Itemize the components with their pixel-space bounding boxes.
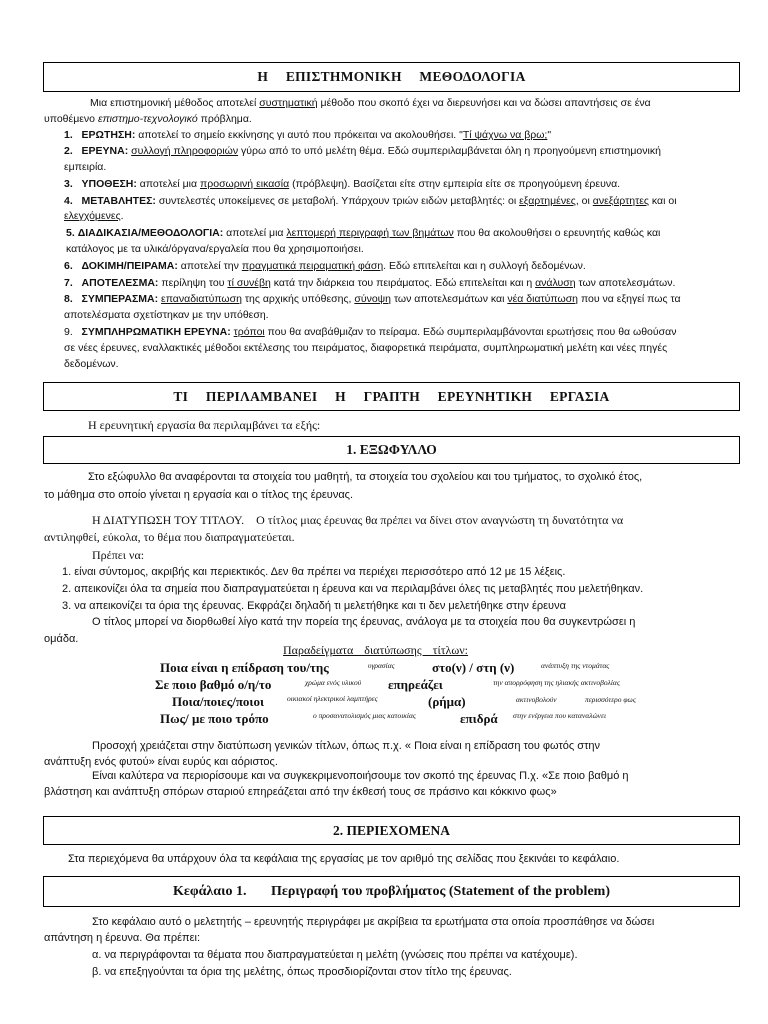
paragraph: το μάθημα στο οποίο γίνεται η εργασία και ο τίτλος της έρευνας. [44,489,354,501]
example-note: ο προσανατολισμός μιας κατοικίας [313,711,416,720]
example-note: ακτινοβολούν [516,695,557,704]
paragraph: Στο κεφάλαιο αυτό ο μελετητής – ερευνητής περιγράφει με ακρίβεια τα ερωτήματα στα οποία προσπάθησε να δώσει [92,916,655,928]
intro-line-1: Μια επιστημονική μέθοδος αποτελεί συστηματική μέθοδο που σκοπό έχει να διερευνήσει και να δώσει απαντήσεις σε ένα [90,97,651,109]
example-note: ανάπτυξη της ντομάτας [541,661,610,670]
paragraph: ανάπτυξη ενός φυτού» είναι ευρύς και αόριστος. [44,756,278,768]
paragraph: Είναι καλύτερα να περιορίσουμε και να συγκεκριμενοποιήσουμε τον σκοπό της έρευνας Π.χ. «Σε ποιο βαθμό η [92,770,629,782]
list-item-continuation: κατάλογος με τα υλικά/όργανα/εργαλεία που θα χρησιμοποιήσει. [66,243,364,255]
list-item: α. να περιγράφονται τα θέματα που διαπραγματεύεται η μελέτη (γνώσεις που πρέπει να κατέχουμε). [92,949,578,961]
list-item: 1. είναι σύντομος, ακριβής και περιεκτικός. Δεν θα πρέπει να περιέχει περισσότερο από 12 με 15 λέξεις. [62,566,566,578]
example-note: την απορρόφηση της ηλιακής ακτινοβολίας [493,678,620,687]
list-item: 4. ΜΕΤΑΒΛΗΤΕΣ: συντελεστές υποκείμενες σε μεταβολή. Υπάρχουν τριών ειδών μεταβλητές: οι εξαρτημένες, οι ανεξάρτητες και οι [64,195,677,207]
list-item-continuation: εμπειρία. [64,161,107,173]
example-text: Ποια είναι η επίδραση του/της [160,660,329,675]
section-title-contents [43,816,740,845]
example-text: επηρεάζει [388,677,443,692]
example-text: Πως/ με ποιο τρόπο [160,711,269,726]
list-item: 8. ΣΥΜΠΕΡΑΣΜΑ: επαναδιατύπωση της αρχικής υπόθεσης, σύνοψη των αποτελεσμάτων και νέα διατύπωση που να εξηγεί πως τα [64,293,681,305]
examples-title: Παραδείγματα διατύπωσης τίτλων: [283,643,469,657]
paragraph: βλάστηση και ανάπτυξη σπόρων σταριού επηρεάζεται από την έκθεσή τους σε πράσινο και κόκκινο φως» [44,786,557,798]
paragraph: απάντηση η έρευνα. Θα πρέπει: [44,932,201,944]
intro-line-2: υποθέμενο επιστημο-τεχνολογικό πρόβλημα. [44,113,252,125]
list-item-continuation: ελεγχόμενες. [64,210,124,222]
section-title-text: Η ΕΠΙΣΤΗΜΟΝΙΚΗ ΜΕΘΟΔΟΛΟΓΙΑ [257,69,526,84]
list-item-continuation: σε νέες έρευνες, εναλλακτικές μέθοδοι εκτέλεσης του πειράματος, διαφορετικά πειράματα, συμπληρωματική μελέτη και νέες πηγές [64,342,668,354]
section-intro: Η ερευνητική εργασία θα περιλαμβάνει τα εξής: [88,418,321,432]
example-note: οικιακοί ηλεκτρικοί λαμπτήρες [287,694,378,703]
example-note: χρώμα ενός υλικού [305,678,362,687]
list-item: 3. ΥΠΟΘΕΣΗ: αποτελεί μια προσωρινή εικασία (πρόβλεψη). Βασίζεται είτε στην εμπειρία είτε σε προηγούμενη έρευνα. [64,178,621,190]
list-item: β. να επεξηγούνται τα όρια της μελέτης, όπως προσδιορίζονται στον τίτλο της έρευνας. [92,966,512,978]
section-title-methodology [43,62,740,92]
paragraph: Στο εξώφυλλο θα αναφέρονται τα στοιχεία του μαθητή, τα στοιχεία του σχολείου και του τμήματος, το σχολικό έτος, [88,471,643,483]
example-text: (ρήμα) [428,694,466,709]
list-item: 3. να απεικονίζει τα όρια της έρευνας. Εκφράζει δηλαδή τι μελετήθηκε και τι δεν μελετήθηκε στην έρευνα [62,600,566,612]
paragraph: Η ΔΙΑΤΥΠΩΣΗ ΤΟΥ ΤΙΤΛΟΥ. Ο τίτλος μιας έρευνας θα πρέπει να δίνει στον αναγνώστη τη δυνατότητα να [92,513,624,527]
paragraph: Στα περιεχόμενα θα υπάρχουν όλα τα κεφάλαια της εργασίας με τον αριθμό της σελίδας που ξεκινάει το κεφάλαιο. [68,853,620,865]
paragraph: ομάδα. [44,633,79,645]
example-text: Ποια/ποιες/ποιοι [172,694,264,709]
paragraph: Προσοχή χρειάζεται στην διατύπωση γενικών τίτλων, όπως π.χ. « Ποια είναι η επίδραση του φωτός στην [92,740,601,752]
section-title-research-paper [43,382,740,411]
section-title-cover [43,436,740,464]
list-item: 1. ΕΡΩΤΗΣΗ: αποτελεί το σημείο εκκίνησης γι αυτό που πρόκειται να ακολουθήσει. "Τί ψάχνω να βρω;" [64,129,552,141]
paragraph: Πρέπει να: [92,548,145,562]
list-item-continuation: δεδομένων. [64,358,119,370]
example-text: επιδρά [460,711,498,726]
paragraph: Ο τίτλος μπορεί να διορθωθεί λίγο κατά την πορεία της έρευνας, ανάλογα με τα στοιχεία που θα συγκεντρώσει η [92,616,636,628]
list-item: 6. ΔΟΚΙΜΗ/ΠΕΙΡΑΜΑ: αποτελεί την πραγματικά πειραματική φάση. Εδώ επιτελείται και η συλλογή δεδομένων. [64,260,586,272]
section-title-text: 2. ΠΕΡΙΕΧΟΜΕΝΑ [332,822,450,838]
list-item: 9. ΣΥΜΠΛΗΡΩΜΑΤΙΚΗ ΕΡΕΥΝΑ: τρόποι που θα αναβάθμιζαν το πείραμα. Εδώ συμπεριλαμβάνονται ερωτήσεις που θα ωθούσαν [64,326,677,338]
example-text: στο(ν) / στη (ν) [432,660,515,675]
example-text: Σε ποιο βαθμό ο/η/το [155,677,272,692]
list-item: 5. ΔΙΑΔΙΚΑΣΙΑ/ΜΕΘΟΔΟΛΟΓΙΑ: αποτελεί μια λεπτομερή περιγραφή των βημάτων που θα ακολουθήσει ο ερευνητής καθώς και [66,227,661,239]
list-item: 2. ΕΡΕΥΝΑ: συλλογή πληροφοριών γύρω από το υπό μελέτη θέμα. Εδώ συμπεριλαμβάνεται όλη η προηγούμενη επιστημονική [64,145,661,157]
list-item: 2. απεικονίζει όλα τα σημεία που διαπραγματεύεται η έρευνα και να περιλαμβάνει όλες τις μεταβλητές που μελετήθηκαν. [62,583,644,595]
section-title-chapter-1: Κεφάλαιο 1. Περιγραφή του προβλήματος (Statement of the problem) [43,876,740,907]
list-item-continuation: αποτελέσματα σχετίστηκαν με την υπόθεση. [64,309,269,321]
paragraph: αντιληφθεί, εύκολα, το θέμα που διαπραγματεύεται. [44,530,295,544]
example-note: περισσότερο φως [585,695,636,704]
example-note: στην ενέργεια που καταναλώνει [513,711,607,720]
section-title-text: ΤΙ ΠΕΡΙΛΑΜΒΑΝΕΙ Η ΓΡΑΠΤΗ ΕΡΕΥΝΗΤΙΚΗ ΕΡΓΑΣΙΑ [173,388,610,404]
list-item: 7. ΑΠΟΤΕΛΕΣΜΑ: περίληψη του τί συνέβη κατά την διάρκεια του πειράματος. Εδώ επιτελείται και η ανάλυση των αποτελεσμάτων. [64,277,676,289]
section-title-text: 1. ΕΞΩΦΥΛΛΟ [346,442,437,457]
example-note: υγρασίας [368,661,395,670]
